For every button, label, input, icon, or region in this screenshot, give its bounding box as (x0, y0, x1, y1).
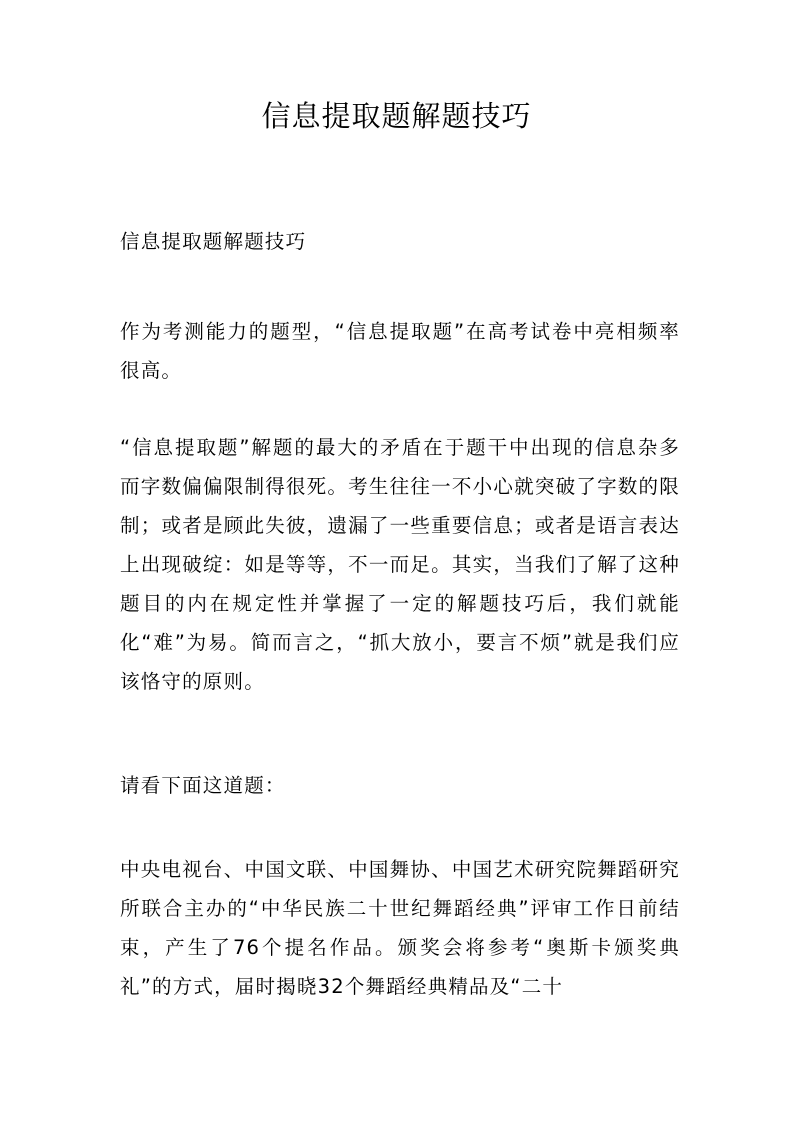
document-subtitle: 信息提取题解题技巧 (120, 230, 307, 253)
paragraph-question: 中央电视台、中国文联、中国舞协、中国艺术研究院舞蹈研究所联合主办的“中华民族二十世纪舞蹈经典”评审工作日前结束，产生了76个提名作品。颁奖会将参考“奥斯卡颁奖典礼”的方式，届时揭晓32个舞蹈经典精品及“二十 (120, 858, 680, 998)
paragraph-intro: 作为考测能力的题型，“信息提取题”在高考试卷中亮相频率很高。 (120, 320, 680, 382)
paragraph-ask: 请看下面这道题： (120, 774, 286, 797)
paragraph-main: “信息提取题”解题的最大的矛盾在于题干中出现的信息杂多而字数偏偏限制得很死。考生往往一不小心就突破了字数的限制；或者是顾此失彼，遗漏了一些重要信息；或者是语言表达上出现破绽：如是等等，不一而足。其实，当我们了解了这种题目的内在规定性并掌握了一定的解题技巧后，我们就能化“难”为易。简而言之，“抓大放小，要言不烦”就是我们应该恪守的原则。 (120, 436, 680, 693)
document-title: 信息提取题解题技巧 (261, 99, 532, 133)
